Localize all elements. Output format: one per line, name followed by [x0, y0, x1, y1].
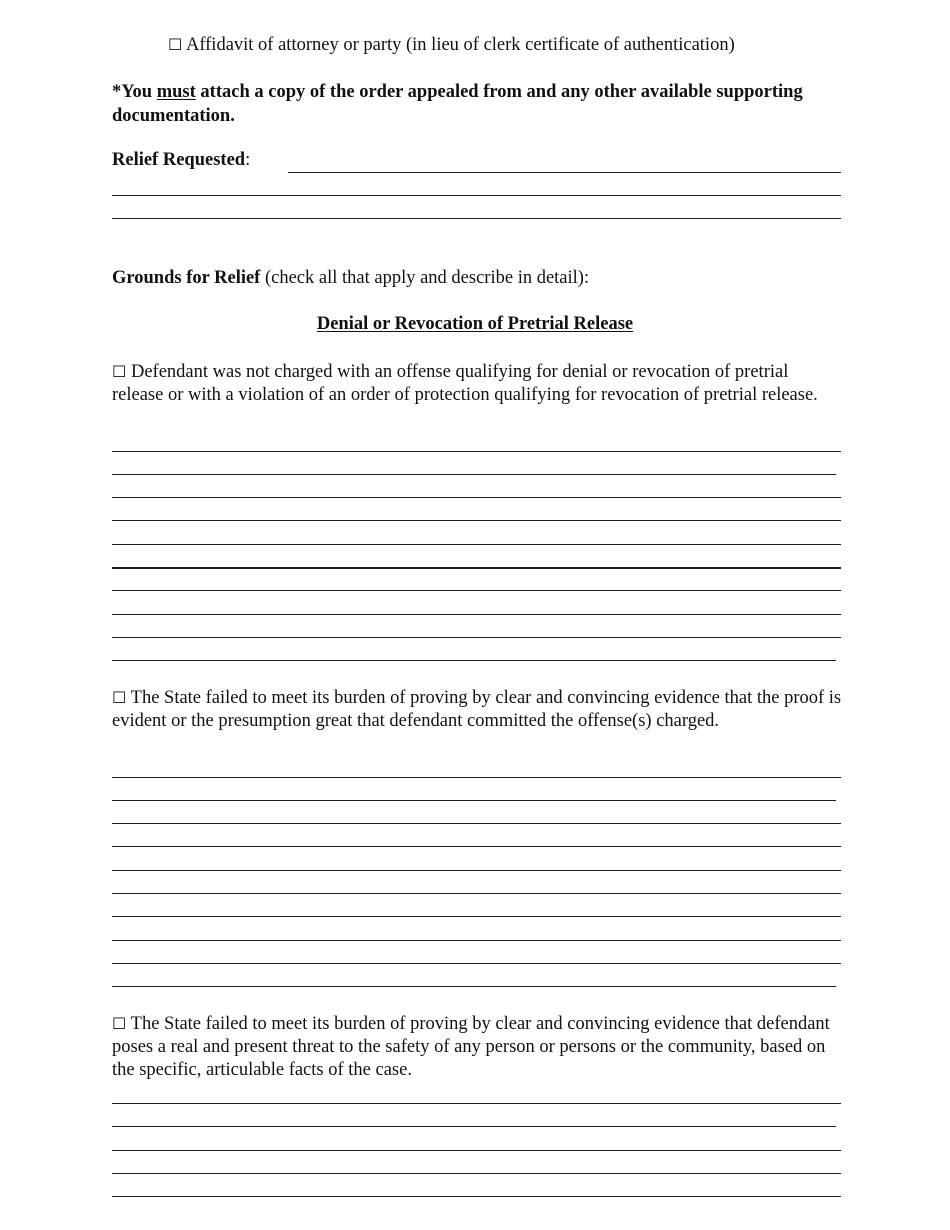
relief-input-line[interactable]	[112, 218, 841, 219]
checkbox-icon[interactable]: ☐	[112, 688, 127, 707]
section-title: Denial or Revocation of Pretrial Release	[316, 314, 634, 334]
answer-line[interactable]	[112, 986, 836, 987]
relief-input-line[interactable]	[112, 195, 841, 196]
affidavit-option[interactable]	[168, 35, 735, 56]
answer-line[interactable]	[112, 520, 841, 521]
answer-line[interactable]	[112, 1196, 841, 1197]
affidavit-label: Affidavit of attorney or party (in lieu of clerk certificate of authentication)	[185, 35, 735, 55]
answer-line[interactable]	[112, 1173, 841, 1174]
answer-line[interactable]	[112, 474, 836, 475]
answer-line[interactable]	[112, 1126, 836, 1127]
answer-line[interactable]	[112, 777, 841, 778]
option-proof-evident: ☐ The State failed to meet its burden of proving by clear and convincing evidence that the proof is evident or the presumption great that defendant committed the offense(s) charged.	[112, 688, 842, 731]
answer-line[interactable]	[112, 451, 841, 452]
answer-line[interactable]	[112, 800, 836, 801]
answer-line[interactable]	[112, 614, 841, 615]
checkbox-icon[interactable]: ☐	[168, 35, 183, 54]
answer-line[interactable]	[112, 637, 841, 638]
answer-line[interactable]	[112, 590, 841, 591]
answer-line[interactable]	[112, 497, 841, 498]
answer-line[interactable]	[112, 567, 841, 569]
answer-line[interactable]	[112, 1103, 841, 1104]
relief-input-line[interactable]	[288, 172, 841, 173]
answer-line[interactable]	[112, 660, 836, 661]
grounds-heading: Grounds for Relief (check all that apply and describe in detail):	[112, 268, 590, 288]
answer-line[interactable]	[112, 916, 841, 917]
option-not-charged: ☐ Defendant was not charged with an offense qualifying for denial or revocation of pretrial release or with a violation of an order of protection qualifying for revocation of pretrial release.	[112, 362, 818, 405]
answer-line[interactable]	[112, 940, 841, 941]
answer-line[interactable]	[112, 870, 841, 871]
answer-line[interactable]	[112, 963, 841, 964]
must-emphasis: must	[156, 82, 196, 102]
relief-requested-label: Relief Requested:	[112, 150, 251, 170]
option-real-threat: ☐ The State failed to meet its burden of proving by clear and convincing evidence that defendant poses a real and present threat to the safety of any person or persons or the community, based on the specific, articulable facts of the case.	[112, 1014, 830, 1080]
checkbox-icon[interactable]: ☐	[112, 1014, 127, 1033]
answer-line[interactable]	[112, 1150, 841, 1151]
checkbox-icon[interactable]: ☐	[112, 362, 127, 381]
answer-line[interactable]	[112, 846, 841, 847]
answer-line[interactable]	[112, 544, 841, 545]
answer-line[interactable]	[112, 823, 841, 824]
answer-line[interactable]	[112, 893, 841, 894]
attachment-notice: *You must attach a copy of the order appealed from and any other available supporting documentation.	[112, 82, 803, 126]
